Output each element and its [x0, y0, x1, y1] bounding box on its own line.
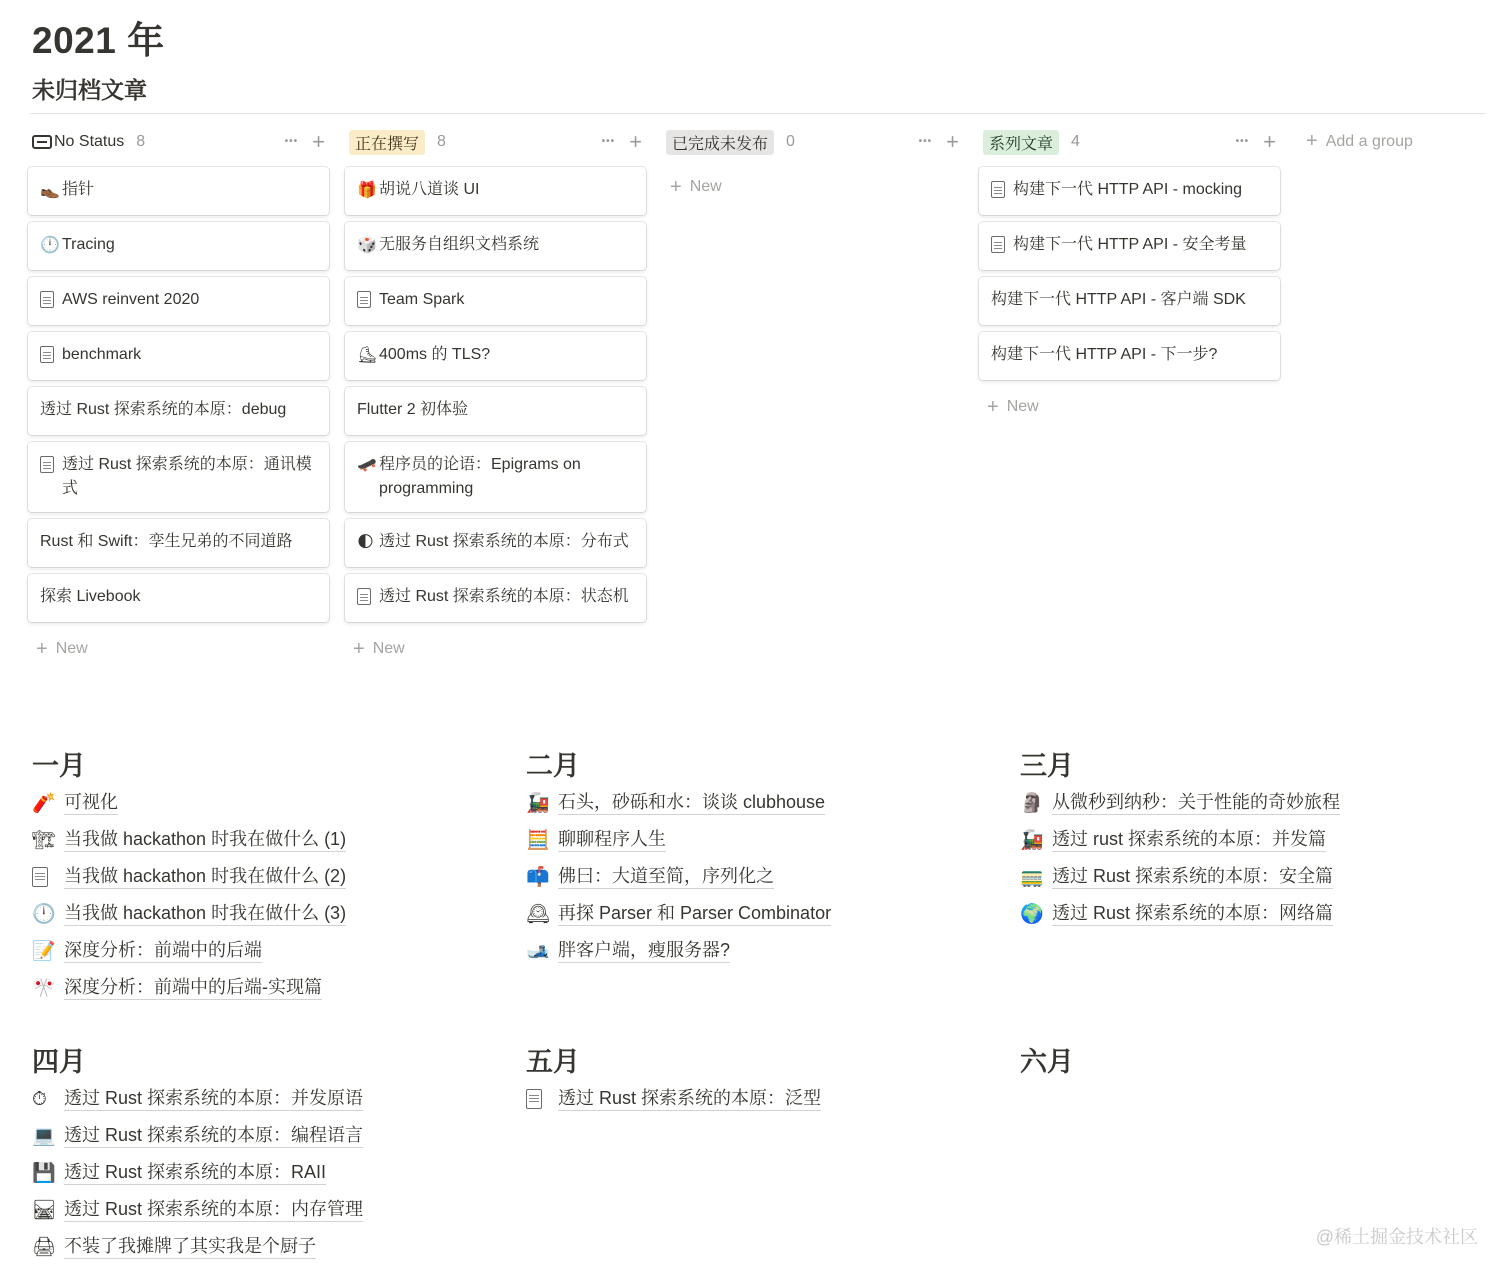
board-card[interactable]	[28, 387, 329, 435]
tram-icon: 🚃	[1020, 865, 1044, 888]
board-card[interactable]	[28, 442, 329, 512]
locomotive-icon: 🚂	[1020, 828, 1044, 851]
article-link[interactable]	[32, 1154, 502, 1191]
article-link[interactable]	[32, 821, 502, 858]
board-view	[28, 126, 1488, 686]
article-link[interactable]	[1020, 821, 1490, 858]
article-icon-wrap	[526, 940, 558, 961]
card-title: 透过 Rust 探索系统的本原：分布式	[379, 533, 629, 550]
card-title: benchmark	[62, 346, 142, 363]
board-card[interactable]	[345, 387, 646, 435]
plus-icon: +	[1306, 130, 1318, 152]
board-card[interactable]	[345, 332, 646, 380]
board-card[interactable]	[28, 332, 329, 380]
skate-icon: ⛸	[357, 344, 378, 364]
column-title: No Status	[54, 133, 125, 150]
article-icon-wrap	[32, 903, 64, 924]
month-section	[1020, 744, 1490, 932]
article-icon-wrap	[32, 1088, 64, 1109]
watermark: @稀土掘金技术社区	[1315, 1227, 1478, 1247]
article-title: 石头，砂砾和水：谈谈 clubhouse	[558, 790, 825, 815]
article-icon-wrap	[1020, 903, 1052, 924]
board-column	[662, 126, 963, 207]
add-card-icon[interactable]: +	[1263, 129, 1276, 154]
card-title: 透过 Rust 探索系统的本原：通讯模式	[62, 456, 312, 497]
add-card-icon[interactable]: +	[946, 129, 959, 154]
article-icon-wrap	[32, 1162, 64, 1183]
board-card[interactable]	[345, 574, 646, 622]
board-card[interactable]	[345, 222, 646, 270]
new-card-button[interactable]	[979, 387, 1280, 427]
card-title: Rust 和 Swift：孪生兄弟的不同道路	[40, 533, 293, 550]
article-title: 透过 Rust 探索系统的本原：编程语言	[64, 1123, 363, 1148]
article-title: 透过 Rust 探索系统的本原：内存管理	[64, 1197, 363, 1222]
ski-icon: 🎿	[526, 939, 550, 962]
card-title: Tracing	[62, 236, 115, 253]
article-icon-wrap	[1020, 829, 1052, 850]
card-title: Team Spark	[379, 291, 465, 308]
article-title: 胖客户端，瘦服务器?	[558, 938, 730, 963]
article-link[interactable]	[32, 895, 502, 932]
new-card-button[interactable]	[662, 167, 963, 207]
floppy-icon: 💾	[32, 1161, 56, 1184]
column-count: 0	[786, 133, 795, 150]
page-icon	[40, 456, 54, 473]
article-title: 深度分析：前端中的后端	[64, 938, 262, 963]
clock-icon: 🕛	[32, 902, 56, 925]
month-list	[32, 1080, 502, 1265]
article-title: 当我做 hackathon 时我在做什么 (2)	[64, 864, 346, 889]
page-icon	[32, 867, 48, 887]
article-link[interactable]	[32, 1228, 502, 1265]
abacus-icon: 🧮	[526, 828, 550, 851]
article-title: 透过 Rust 探索系统的本原：泛型	[558, 1086, 821, 1111]
board-card[interactable]	[28, 277, 329, 325]
article-title: 透过 Rust 探索系统的本原：RAII	[64, 1160, 326, 1185]
firecracker-icon: 🧨	[32, 791, 56, 814]
divider	[30, 113, 1486, 114]
boot-icon: 👞	[40, 179, 60, 199]
card-icon-wrap	[357, 530, 379, 556]
article-link[interactable]	[526, 932, 996, 969]
board-card[interactable]	[28, 167, 329, 215]
article-icon-wrap	[32, 1199, 64, 1220]
add-group-label: Add a group	[1325, 132, 1413, 150]
board-card[interactable]	[345, 519, 646, 567]
column-tag: 系列文章	[983, 130, 1059, 155]
article-link[interactable]	[32, 784, 502, 821]
article-title: 透过 Rust 探索系统的本原：安全篇	[1052, 864, 1333, 889]
railway-icon: 🛤	[32, 1198, 57, 1221]
add-card-icon[interactable]: +	[312, 129, 325, 154]
board-card[interactable]	[979, 222, 1280, 270]
memo-icon: 📝	[32, 939, 56, 962]
article-title: 透过 Rust 探索系统的本原：并发原语	[64, 1086, 363, 1111]
board-card[interactable]	[28, 574, 329, 622]
month-section	[1020, 1040, 1490, 1080]
article-title: 不装了我摊牌了其实我是个厨子	[64, 1234, 316, 1259]
article-title: 透过 rust 探索系统的本原：并发篇	[1052, 827, 1326, 852]
article-icon-wrap	[526, 903, 558, 924]
more-icon[interactable]: •••	[284, 136, 299, 147]
month-title: 六月	[1020, 1047, 1074, 1077]
article-icon-wrap	[32, 1236, 64, 1257]
plus-icon: +	[353, 637, 365, 660]
column-actions	[1236, 130, 1276, 154]
mailbox-icon: 📫	[526, 865, 550, 888]
article-link[interactable]	[32, 858, 502, 895]
page-icon	[40, 346, 54, 363]
more-icon[interactable]: •••	[601, 136, 616, 147]
article-title: 当我做 hackathon 时我在做什么 (1)	[64, 827, 346, 852]
card-title: Flutter 2 初体验	[357, 401, 469, 418]
stopwatch-icon: ⏱	[32, 1087, 47, 1110]
card-title: 无服务自组织文档系统	[379, 236, 540, 253]
card-list	[28, 167, 329, 622]
article-link[interactable]	[1020, 858, 1490, 895]
article-link[interactable]	[1020, 895, 1490, 932]
article-icon-wrap	[32, 829, 64, 850]
article-icon-wrap	[32, 940, 64, 961]
board-card[interactable]	[345, 277, 646, 325]
article-icon-wrap	[526, 1088, 558, 1109]
card-icon-wrap	[357, 453, 379, 501]
month-list	[526, 1080, 996, 1117]
card-title: 构建下一代 HTTP API - mocking	[1013, 181, 1243, 198]
train-icon: 🚂	[526, 791, 550, 814]
article-icon-wrap	[526, 829, 558, 850]
card-icon-wrap	[991, 233, 1013, 259]
card-icon-wrap	[357, 343, 379, 369]
new-label: New	[55, 640, 88, 657]
article-link[interactable]	[1020, 784, 1490, 821]
card-icon-wrap	[40, 343, 62, 369]
construction-icon: 🏗	[32, 828, 57, 851]
more-icon[interactable]: •••	[1235, 136, 1250, 147]
column-icon-wrap	[32, 135, 54, 149]
card-title: 胡说八道谈 UI	[379, 181, 480, 198]
computer-icon: 💻	[32, 1124, 56, 1147]
month-title: 二月	[526, 751, 580, 781]
column-tag: 正在撰写	[349, 130, 425, 155]
board-card[interactable]	[345, 167, 646, 215]
plus-icon: +	[987, 395, 999, 418]
article-link[interactable]	[32, 1191, 502, 1228]
article-title: 可视化	[64, 790, 118, 815]
month-title: 四月	[32, 1047, 86, 1077]
month-list	[32, 784, 502, 1006]
board-column	[979, 126, 1280, 427]
board-card[interactable]	[979, 332, 1280, 380]
article-link[interactable]	[32, 1080, 502, 1117]
article-link[interactable]	[32, 932, 502, 969]
month-section	[526, 744, 996, 969]
article-icon-wrap	[526, 866, 558, 887]
section-title: 未归档文章	[32, 77, 147, 103]
board-card[interactable]	[28, 519, 329, 567]
new-card-button[interactable]	[28, 629, 329, 669]
card-title: 探索 Livebook	[40, 588, 141, 605]
page-icon	[357, 588, 371, 605]
card-icon-wrap	[357, 288, 379, 314]
more-icon[interactable]: •••	[918, 136, 933, 147]
article-link[interactable]	[32, 1117, 502, 1154]
article-icon-wrap	[32, 977, 64, 998]
article-icon-wrap	[1020, 866, 1052, 887]
card-title: 构建下一代 HTTP API - 客户端 SDK	[991, 291, 1246, 308]
article-icon-wrap	[526, 792, 558, 813]
card-icon-wrap	[357, 585, 379, 611]
month-title: 一月	[32, 751, 86, 781]
card-title: 透过 Rust 探索系统的本原：debug	[40, 401, 287, 418]
card-title: 400ms 的 TLS?	[379, 346, 491, 363]
article-title: 深度分析：前端中的后端-实现篇	[64, 975, 322, 1000]
page-icon	[991, 236, 1005, 253]
article-icon-wrap	[32, 792, 64, 813]
board-column	[345, 126, 646, 669]
clock-icon: 🕛	[40, 234, 60, 254]
column-actions	[285, 130, 325, 154]
page-icon	[357, 291, 371, 308]
month-section	[526, 1040, 996, 1117]
dice-icon: 🎲	[357, 234, 377, 254]
plus-icon: +	[36, 637, 48, 660]
month-list	[1020, 784, 1490, 932]
month-section	[32, 1040, 502, 1265]
article-title: 当我做 hackathon 时我在做什么 (3)	[64, 901, 346, 926]
card-title: 构建下一代 HTTP API - 安全考量	[1013, 236, 1247, 253]
month-list	[526, 784, 996, 969]
month-section	[32, 744, 502, 1006]
column-actions	[919, 130, 959, 154]
article-link[interactable]	[526, 784, 996, 821]
card-list	[345, 167, 646, 622]
article-title: 从微秒到纳秒：关于性能的奇妙旅程	[1052, 790, 1340, 815]
month-title: 三月	[1020, 751, 1074, 781]
card-list	[979, 167, 1280, 380]
card-icon-wrap	[40, 178, 62, 204]
article-link[interactable]	[526, 1080, 996, 1117]
plus-icon: +	[670, 175, 682, 198]
card-icon-wrap	[357, 178, 379, 204]
tray-icon	[32, 135, 52, 149]
mantel-clock-icon: 🕰	[526, 902, 551, 925]
card-title: 程序员的论语：Epigrams on programming	[379, 456, 581, 497]
board-card[interactable]	[979, 277, 1280, 325]
add-card-icon[interactable]: +	[629, 129, 642, 154]
new-label: New	[689, 178, 722, 195]
skateboard-icon: 🛹	[357, 454, 377, 474]
board-card[interactable]	[979, 167, 1280, 215]
flags-icon: 🎌	[32, 976, 56, 999]
month-title: 五月	[526, 1047, 580, 1077]
card-title: 透过 Rust 探索系统的本原：状态机	[379, 588, 629, 605]
article-link[interactable]	[526, 821, 996, 858]
article-title: 透过 Rust 探索系统的本原：网络篇	[1052, 901, 1333, 926]
article-title: 聊聊程序人生	[558, 827, 666, 852]
page-title: 2021 年	[32, 20, 165, 61]
article-title: 佛曰：大道至简，序列化之	[558, 864, 774, 889]
printer-icon: 🖨	[32, 1235, 57, 1258]
column-count: 4	[1071, 133, 1080, 150]
article-icon-wrap	[1020, 792, 1052, 813]
article-icon-wrap	[32, 866, 64, 887]
column-count: 8	[136, 133, 146, 150]
column-count: 8	[437, 133, 446, 150]
board-card[interactable]	[345, 442, 646, 512]
article-link[interactable]	[32, 969, 502, 1006]
card-icon-wrap	[40, 453, 62, 501]
card-icon-wrap	[40, 233, 62, 259]
article-title: 再探 Parser 和 Parser Combinator	[558, 901, 831, 926]
page-icon	[526, 1089, 542, 1109]
card-title: 指针	[62, 181, 95, 198]
article-link[interactable]	[526, 895, 996, 932]
moai-icon: 🗿	[1020, 791, 1044, 814]
column-tag: 已完成未发布	[666, 130, 774, 155]
column-actions	[602, 130, 642, 154]
card-icon-wrap	[991, 178, 1013, 204]
add-group-button[interactable]	[1306, 130, 1413, 153]
article-icon-wrap	[32, 1125, 64, 1146]
page-icon	[991, 181, 1005, 198]
new-label: New	[372, 640, 405, 657]
page-icon	[40, 291, 54, 308]
globe-icon: 🌍	[1020, 902, 1044, 925]
card-icon-wrap	[357, 233, 379, 259]
card-title: 构建下一代 HTTP API - 下一步?	[991, 346, 1218, 363]
board-card[interactable]	[28, 222, 329, 270]
card-title: AWS reinvent 2020	[62, 291, 200, 308]
board-column	[28, 126, 329, 669]
moon-icon: 🌓	[357, 531, 374, 551]
new-card-button[interactable]	[345, 629, 646, 669]
new-label: New	[1006, 398, 1039, 415]
article-link[interactable]	[526, 858, 996, 895]
card-icon-wrap	[40, 288, 62, 314]
gift-icon: 🎁	[357, 179, 377, 199]
